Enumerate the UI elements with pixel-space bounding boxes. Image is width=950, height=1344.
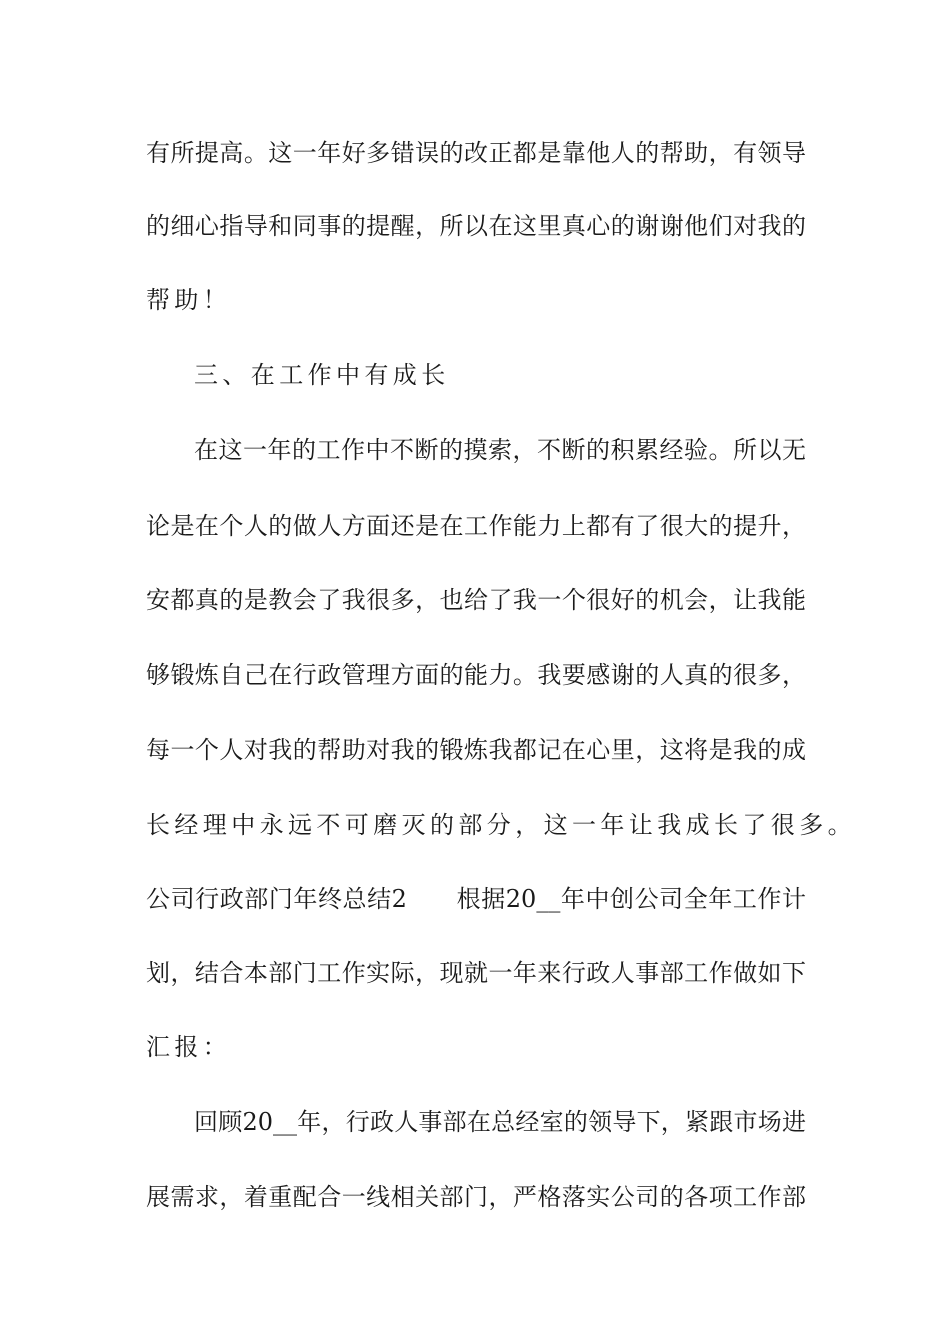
paragraph-line: 的细心指导和同事的提醒，所以在这里真心的谢谢他们对我的 (146, 212, 806, 240)
paragraph-line: 回顾20__年，行政人事部在总经室的领导下，紧跟市场进 (194, 1108, 806, 1136)
paragraph-line: 帮助！ (146, 286, 232, 314)
paragraph-line: 论是在个人的做人方面还是在工作能力上都有了很大的提升， (146, 512, 806, 540)
paragraph-line: 长经理中永远不可磨灭的部分，这一年让我成长了很多。 (146, 811, 856, 839)
paragraph-line: 在这一年的工作中不断的摸索，不断的积累经验。所以无 (194, 436, 806, 464)
paragraph-line: 汇报： (146, 1033, 232, 1061)
paragraph-line: 够锻炼自己在行政管理方面的能力。我要感谢的人真的很多， (146, 661, 806, 689)
document-title-line: 公司行政部门年终总结2 根据20__年中创公司全年工作计 (146, 885, 806, 913)
paragraph-line: 有所提高。这一年好多错误的改正都是靠他人的帮助，有领导 (146, 139, 806, 167)
paragraph-line: 划，结合本部门工作实际，现就一年来行政人事部工作做如下 (146, 959, 806, 987)
paragraph-line: 每一个人对我的帮助对我的锻炼我都记在心里，这将是我的成 (146, 736, 806, 764)
paragraph-line: 展需求，着重配合一线相关部门，严格落实公司的各项工作部 (146, 1183, 806, 1211)
section-heading: 三、在工作中有成长 (194, 361, 450, 389)
paragraph-line: 安都真的是教会了我很多，也给了我一个很好的机会，让我能 (146, 586, 806, 614)
